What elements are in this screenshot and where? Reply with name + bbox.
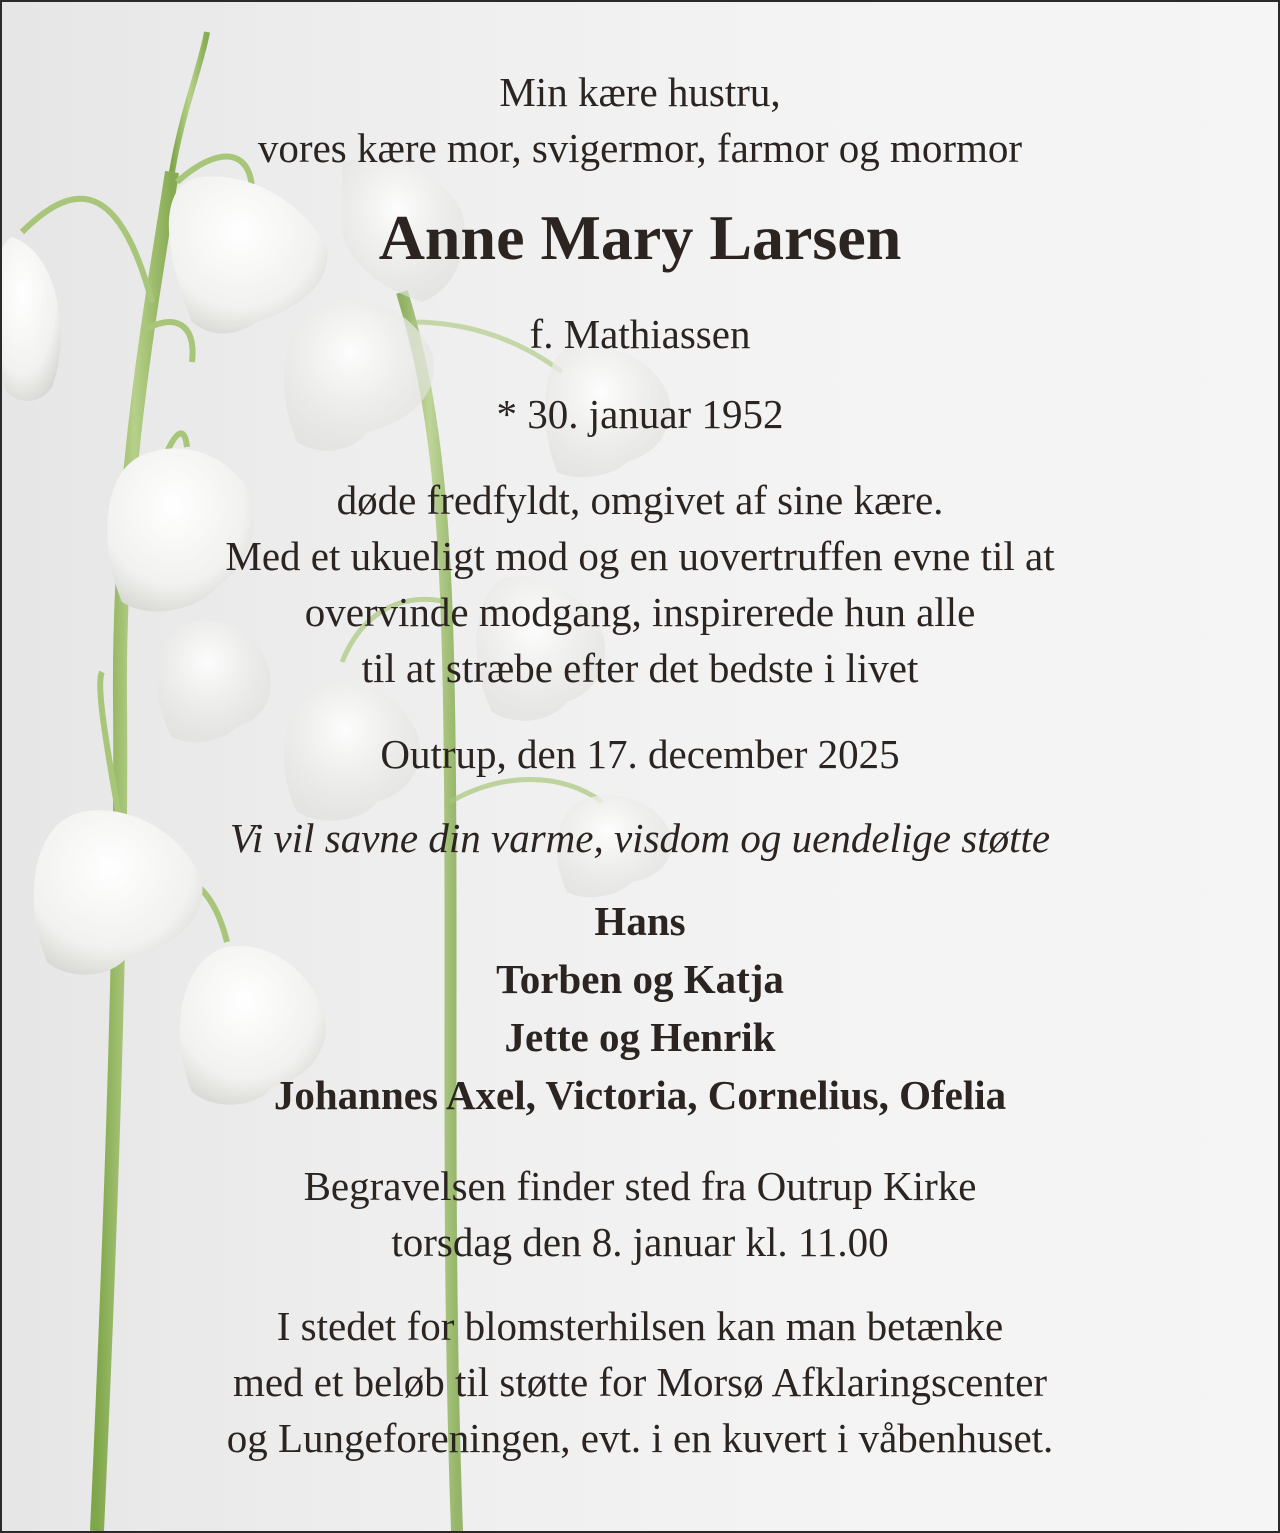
maiden-name: f. Mathiassen: [529, 311, 751, 357]
body-line: døde fredfyldt, omgivet af sine kære.: [336, 477, 944, 523]
funeral-info: [2, 1158, 1278, 1270]
birth-date: * 30. januar 1952: [496, 391, 784, 437]
intro: [2, 64, 1278, 176]
family-member: Hans: [594, 898, 686, 944]
family-list: [2, 892, 1278, 1124]
tribute: Vi vil savne din varme, visdom og uendelige støtte: [229, 815, 1051, 861]
funeral-line: torsdag den 8. januar kl. 11.00: [391, 1219, 889, 1265]
intro-line: Min kære hustru,: [499, 69, 781, 115]
body-line: overvinde modgang, inspirerede hun alle: [304, 589, 976, 635]
family-member: Jette og Henrik: [504, 1014, 776, 1060]
donation-info: [2, 1298, 1278, 1466]
body-text: [2, 472, 1278, 696]
place-date: Outrup, den 17. december 2025: [380, 731, 900, 777]
funeral-line: Begravelsen finder sted fra Outrup Kirke: [303, 1163, 977, 1209]
donation-line: med et beløb til støtte for Morsø Afklaringscenter: [232, 1359, 1048, 1405]
body-line: Med et ukueligt mod og en uovertruffen evne til at: [225, 533, 1055, 579]
donation-line: I stedet for blomsterhilsen kan man betænke: [276, 1303, 1004, 1349]
family-member: Johannes Axel, Victoria, Cornelius, Ofelia: [273, 1072, 1007, 1118]
intro-line: vores kære mor, svigermor, farmor og mormor: [257, 125, 1023, 171]
family-member: Torben og Katja: [496, 956, 784, 1002]
body-line: til at stræbe efter det bedste i livet: [361, 645, 919, 691]
deceased-name: Anne Mary Larsen: [378, 202, 902, 273]
donation-line: og Lungeforeningen, evt. i en kuvert i våbenhuset.: [226, 1415, 1054, 1461]
